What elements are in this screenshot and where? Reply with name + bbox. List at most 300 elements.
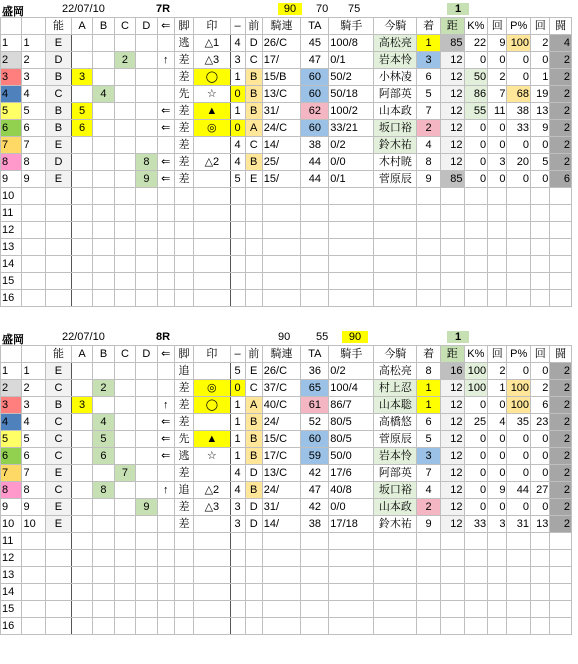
header-jockey: 今騎 (374, 18, 417, 35)
header-k-pct: K% (464, 346, 488, 363)
cell-k-pct: 0 (464, 482, 488, 499)
header-col-c: C (114, 346, 135, 363)
cell-k-pct (464, 290, 488, 307)
cell-gate (22, 290, 46, 307)
cell-col-c (114, 188, 135, 205)
cell-ta: 44 (301, 171, 329, 188)
table-row[interactable] (1, 516, 572, 533)
cell-rank (230, 584, 245, 601)
cell-arrow (157, 533, 174, 550)
cell-k-pct: 0 (464, 137, 488, 154)
cell-p-count: 0 (531, 171, 550, 188)
cell-style: 差 (174, 120, 193, 137)
cell-col-d (136, 256, 157, 273)
header-jockey-combo: 騎連 (262, 18, 301, 35)
cell-ta (301, 584, 329, 601)
cell-jockey-rate: 100/2 (329, 103, 374, 120)
cell-k-pct: 33 (464, 516, 488, 533)
cell-dist (440, 188, 464, 205)
cell-gate (22, 550, 46, 567)
cell-horse-num: 7 (1, 465, 22, 482)
cell-finish (417, 567, 441, 584)
cell-ability: E (46, 499, 72, 516)
cell-col-a (71, 584, 92, 601)
cell-arrow (157, 188, 174, 205)
cell-jockey-rate (329, 205, 374, 222)
cell-finish: 3 (417, 448, 441, 465)
cell-col-a (71, 86, 92, 103)
table-row[interactable] (1, 239, 572, 256)
cell-jockey-combo (262, 188, 301, 205)
cell-p-pct: 35 (507, 414, 531, 431)
cell-finish: 8 (417, 154, 441, 171)
cell-jockey (374, 222, 417, 239)
table-row[interactable] (1, 188, 572, 205)
cell-arrow: ⇐ (157, 414, 174, 431)
cell-ability: E (46, 516, 72, 533)
cell-k-count (488, 239, 507, 256)
cell-jockey-rate (329, 222, 374, 239)
cell-finish: 9 (417, 516, 441, 533)
header-p-pct: P% (507, 18, 531, 35)
cell-jockey (374, 567, 417, 584)
table-row[interactable] (1, 137, 572, 154)
table-row[interactable] (1, 256, 572, 273)
cell-k-count: 0 (488, 137, 507, 154)
cell-finish: 7 (417, 465, 441, 482)
cell-gate: 1 (22, 35, 46, 52)
header-mark: 印 (194, 18, 230, 35)
cell-col-a (71, 205, 92, 222)
cell-gate (22, 273, 46, 290)
cell-mark: △2 (194, 154, 230, 171)
cell-ta: 61 (301, 397, 329, 414)
cell-gate: 5 (22, 431, 46, 448)
header-ta: TA (301, 346, 329, 363)
cell-k-count: 0 (488, 448, 507, 465)
cell-k-count (488, 618, 507, 635)
cell-col-a (71, 618, 92, 635)
cell-col-b (93, 239, 114, 256)
cell-style: 追 (174, 482, 193, 499)
cell-mark (194, 533, 230, 550)
cell-mark: ◯ (194, 69, 230, 86)
cell-ability: E (46, 465, 72, 482)
table-row[interactable] (1, 618, 572, 635)
cell-k-pct (464, 618, 488, 635)
cell-jockey-rate: 17/18 (329, 516, 374, 533)
cell-fight (550, 567, 572, 584)
cell-dist: 12 (440, 69, 464, 86)
cell-jockey-combo: 17/C (262, 448, 301, 465)
cell-p-count (531, 533, 550, 550)
table-row[interactable] (1, 103, 572, 120)
cell-fight: 2 (550, 103, 572, 120)
cell-dist: 12 (440, 499, 464, 516)
cell-jockey-combo (262, 222, 301, 239)
cell-col-d (136, 35, 157, 52)
cell-jockey (374, 618, 417, 635)
table-row[interactable] (1, 290, 572, 307)
cell-ta: 47 (301, 52, 329, 69)
cell-style: 差 (174, 499, 193, 516)
cell-mark: ◎ (194, 120, 230, 137)
first-place-label: 1 (447, 3, 469, 15)
cell-horse-num: 8 (1, 482, 22, 499)
cell-mark (194, 188, 230, 205)
cell-jockey-combo (262, 618, 301, 635)
cell-jockey-combo: 15/ (262, 171, 301, 188)
first-place-label: 1 (447, 331, 469, 343)
cell-k-count: 0 (488, 431, 507, 448)
header-row (1, 346, 572, 363)
cell-horse-num: 13 (1, 567, 22, 584)
cell-k-count (488, 584, 507, 601)
cell-col-b (93, 290, 114, 307)
race-header (0, 2, 578, 17)
cell-p-count: 0 (531, 431, 550, 448)
cell-horse-num: 5 (1, 431, 22, 448)
cell-jockey-combo: 24/C (262, 120, 301, 137)
cell-ta: 52 (301, 414, 329, 431)
cell-jockey-rate (329, 290, 374, 307)
header-prev: 前 (245, 346, 262, 363)
cell-ability: B (46, 397, 72, 414)
cell-rank: 3 (230, 52, 245, 69)
cell-p-count: 9 (531, 120, 550, 137)
cell-jockey-combo: 37/C (262, 380, 301, 397)
cell-jockey-rate: 86/7 (329, 397, 374, 414)
cell-k-pct: 0 (464, 52, 488, 69)
cell-col-c (114, 120, 135, 137)
cell-col-b (93, 397, 114, 414)
cell-mark (194, 290, 230, 307)
cell-p-count (531, 222, 550, 239)
cell-col-d (136, 290, 157, 307)
cell-dist: 12 (440, 397, 464, 414)
cell-rank (230, 256, 245, 273)
table-row[interactable] (1, 414, 572, 431)
cell-col-d (136, 516, 157, 533)
cell-col-a (71, 567, 92, 584)
cell-finish (417, 222, 441, 239)
cell-jockey (374, 533, 417, 550)
cell-p-count: 0 (531, 137, 550, 154)
header-col-a: A (71, 18, 92, 35)
cell-ability (46, 205, 72, 222)
cell-jockey: 鈴木祐 (374, 516, 417, 533)
cell-arrow: ⇐ (157, 431, 174, 448)
cell-arrow (157, 86, 174, 103)
cell-ta (301, 290, 329, 307)
cell-jockey (374, 205, 417, 222)
table-row[interactable] (1, 431, 572, 448)
cell-p-count: 0 (531, 465, 550, 482)
header-ta: TA (301, 18, 329, 35)
cell-arrow (157, 567, 174, 584)
cell-jockey-rate (329, 618, 374, 635)
cell-style: 差 (174, 171, 193, 188)
table-row[interactable] (1, 35, 572, 52)
cell-ta (301, 533, 329, 550)
cell-ta: 44 (301, 154, 329, 171)
cell-dist (440, 273, 464, 290)
table-row[interactable] (1, 499, 572, 516)
cell-ability: E (46, 137, 72, 154)
cell-finish: 8 (417, 363, 441, 380)
cell-col-d: 9 (136, 171, 157, 188)
cell-k-count (488, 601, 507, 618)
cell-horse-num: 14 (1, 256, 22, 273)
cell-col-d (136, 273, 157, 290)
cell-ta: 60 (301, 431, 329, 448)
cell-mark (194, 239, 230, 256)
cell-prev: B (245, 86, 262, 103)
header-horse-num (1, 18, 22, 35)
header-jockey-combo: 騎連 (262, 346, 301, 363)
cell-mark (194, 363, 230, 380)
cell-col-a (71, 154, 92, 171)
cell-ta: 62 (301, 103, 329, 120)
cell-rank: 0 (230, 120, 245, 137)
cell-col-a (71, 35, 92, 52)
cell-rank: 3 (230, 516, 245, 533)
table-row[interactable] (1, 601, 572, 618)
cell-gate: 9 (22, 171, 46, 188)
cell-style (174, 239, 193, 256)
table-row[interactable] (1, 567, 572, 584)
table-row[interactable] (1, 584, 572, 601)
cell-horse-num: 1 (1, 35, 22, 52)
cell-p-count (531, 256, 550, 273)
cell-finish: 2 (417, 499, 441, 516)
cell-k-count: 0 (488, 465, 507, 482)
cell-jockey-rate (329, 601, 374, 618)
cell-jockey: 菅原辰 (374, 171, 417, 188)
cell-prev: C (245, 52, 262, 69)
cell-prev: D (245, 516, 262, 533)
cell-p-pct (507, 618, 531, 635)
table-row[interactable] (1, 482, 572, 499)
cell-col-c (114, 205, 135, 222)
race-grid (0, 17, 572, 307)
cell-jockey: 高松亮 (374, 363, 417, 380)
cell-col-b: 6 (93, 448, 114, 465)
cell-p-count: 6 (531, 397, 550, 414)
cell-jockey-combo (262, 533, 301, 550)
cell-prev: B (245, 448, 262, 465)
header-p-count: 回 (531, 346, 550, 363)
table-row[interactable] (1, 397, 572, 414)
cell-dist: 12 (440, 482, 464, 499)
cell-jockey: 山本政 (374, 103, 417, 120)
cell-col-c (114, 256, 135, 273)
table-row[interactable] (1, 69, 572, 86)
cell-ability: E (46, 171, 72, 188)
cell-dist (440, 550, 464, 567)
cell-dist: 12 (440, 154, 464, 171)
cell-p-pct (507, 273, 531, 290)
cell-jockey-combo: 13/C (262, 465, 301, 482)
header-jockey-rate: 騎手 (329, 18, 374, 35)
cell-p-pct: 0 (507, 499, 531, 516)
cell-gate: 10 (22, 516, 46, 533)
cell-col-b (93, 567, 114, 584)
cell-col-b (93, 273, 114, 290)
table-row[interactable] (1, 448, 572, 465)
cell-horse-num: 10 (1, 516, 22, 533)
cell-jockey-rate: 17/6 (329, 465, 374, 482)
cell-col-b (93, 550, 114, 567)
cell-rank: 1 (230, 448, 245, 465)
cell-k-count (488, 256, 507, 273)
cell-col-d (136, 482, 157, 499)
cell-col-d: 9 (136, 499, 157, 516)
table-row[interactable] (1, 273, 572, 290)
cell-ta: 38 (301, 137, 329, 154)
header-ability: 能 (46, 346, 72, 363)
cell-rank (230, 601, 245, 618)
table-row[interactable] (1, 222, 572, 239)
cell-finish: 6 (417, 414, 441, 431)
cell-prev (245, 290, 262, 307)
cell-gate: 2 (22, 380, 46, 397)
header-arrow: ⇐ (157, 18, 174, 35)
table-row[interactable] (1, 120, 572, 137)
cell-p-count: 2 (531, 35, 550, 52)
cell-style: 差 (174, 69, 193, 86)
cell-jockey-rate: 0/1 (329, 52, 374, 69)
cell-col-d (136, 465, 157, 482)
cell-finish: 7 (417, 103, 441, 120)
cell-p-pct: 100 (507, 380, 531, 397)
table-row[interactable] (1, 154, 572, 171)
cell-col-d (136, 222, 157, 239)
cell-arrow (157, 618, 174, 635)
race-grid (0, 345, 572, 635)
cell-fight (550, 205, 572, 222)
cell-col-c (114, 69, 135, 86)
cell-finish (417, 550, 441, 567)
table-row[interactable] (1, 465, 572, 482)
cell-col-c (114, 273, 135, 290)
table-row[interactable] (1, 550, 572, 567)
cell-fight (550, 618, 572, 635)
cell-p-count: 13 (531, 103, 550, 120)
cell-k-pct (464, 222, 488, 239)
cell-col-b (93, 69, 114, 86)
table-row[interactable] (1, 52, 572, 69)
cell-p-pct: 68 (507, 86, 531, 103)
cell-gate (22, 618, 46, 635)
cell-col-b (93, 363, 114, 380)
cell-jockey: 阿部英 (374, 86, 417, 103)
cell-rank: 1 (230, 103, 245, 120)
cell-dist (440, 533, 464, 550)
venue-label: 盛岡 (2, 6, 24, 18)
header-finish: 着 (417, 18, 441, 35)
cell-k-pct (464, 601, 488, 618)
cell-dist (440, 601, 464, 618)
cell-ability: C (46, 431, 72, 448)
cell-rank (230, 290, 245, 307)
cell-col-c (114, 618, 135, 635)
cell-col-b (93, 256, 114, 273)
table-row[interactable] (1, 86, 572, 103)
table-row[interactable] (1, 380, 572, 397)
cell-jockey: 木村暁 (374, 154, 417, 171)
cell-style: 差 (174, 397, 193, 414)
cell-jockey-combo (262, 273, 301, 290)
header-rank: – (230, 18, 245, 35)
cell-ta (301, 256, 329, 273)
cell-mark (194, 550, 230, 567)
table-row[interactable] (1, 533, 572, 550)
cell-horse-num: 13 (1, 239, 22, 256)
table-row[interactable] (1, 363, 572, 380)
cell-jockey-rate (329, 550, 374, 567)
cell-finish: 1 (417, 380, 441, 397)
cell-prev (245, 205, 262, 222)
table-row[interactable] (1, 171, 572, 188)
cell-col-c (114, 499, 135, 516)
cell-k-pct: 0 (464, 499, 488, 516)
header-jockey-rate: 騎手 (329, 346, 374, 363)
cell-finish: 3 (417, 52, 441, 69)
cell-gate: 6 (22, 448, 46, 465)
cell-dist: 12 (440, 431, 464, 448)
cell-k-count (488, 222, 507, 239)
cell-jockey-combo: 17/ (262, 52, 301, 69)
cell-p-count: 0 (531, 52, 550, 69)
cell-col-a (71, 273, 92, 290)
cell-fight (550, 550, 572, 567)
cell-horse-num: 8 (1, 154, 22, 171)
cell-dist: 12 (440, 137, 464, 154)
cell-style: 先 (174, 86, 193, 103)
cell-ability: C (46, 448, 72, 465)
cell-fight: 2 (550, 137, 572, 154)
cell-prev: A (245, 397, 262, 414)
cell-p-count: 2 (531, 380, 550, 397)
cell-arrow (157, 222, 174, 239)
cell-horse-num: 12 (1, 550, 22, 567)
cell-col-c (114, 482, 135, 499)
cell-arrow (157, 380, 174, 397)
cell-arrow: ⇐ (157, 103, 174, 120)
cell-gate: 7 (22, 137, 46, 154)
cell-k-pct (464, 584, 488, 601)
cell-arrow (157, 35, 174, 52)
cell-col-b (93, 188, 114, 205)
cell-p-count (531, 601, 550, 618)
cell-finish: 1 (417, 35, 441, 52)
cell-prev: B (245, 69, 262, 86)
cell-fight (550, 601, 572, 618)
cell-prev: A (245, 120, 262, 137)
header-col-b: B (93, 18, 114, 35)
cell-prev: D (245, 35, 262, 52)
table-row[interactable] (1, 205, 572, 222)
cell-ta (301, 550, 329, 567)
cell-mark: ▲ (194, 103, 230, 120)
cell-prev: E (245, 363, 262, 380)
cell-p-pct: 20 (507, 154, 531, 171)
cell-col-a (71, 380, 92, 397)
cell-p-pct (507, 205, 531, 222)
cell-col-c (114, 363, 135, 380)
cell-ability (46, 290, 72, 307)
